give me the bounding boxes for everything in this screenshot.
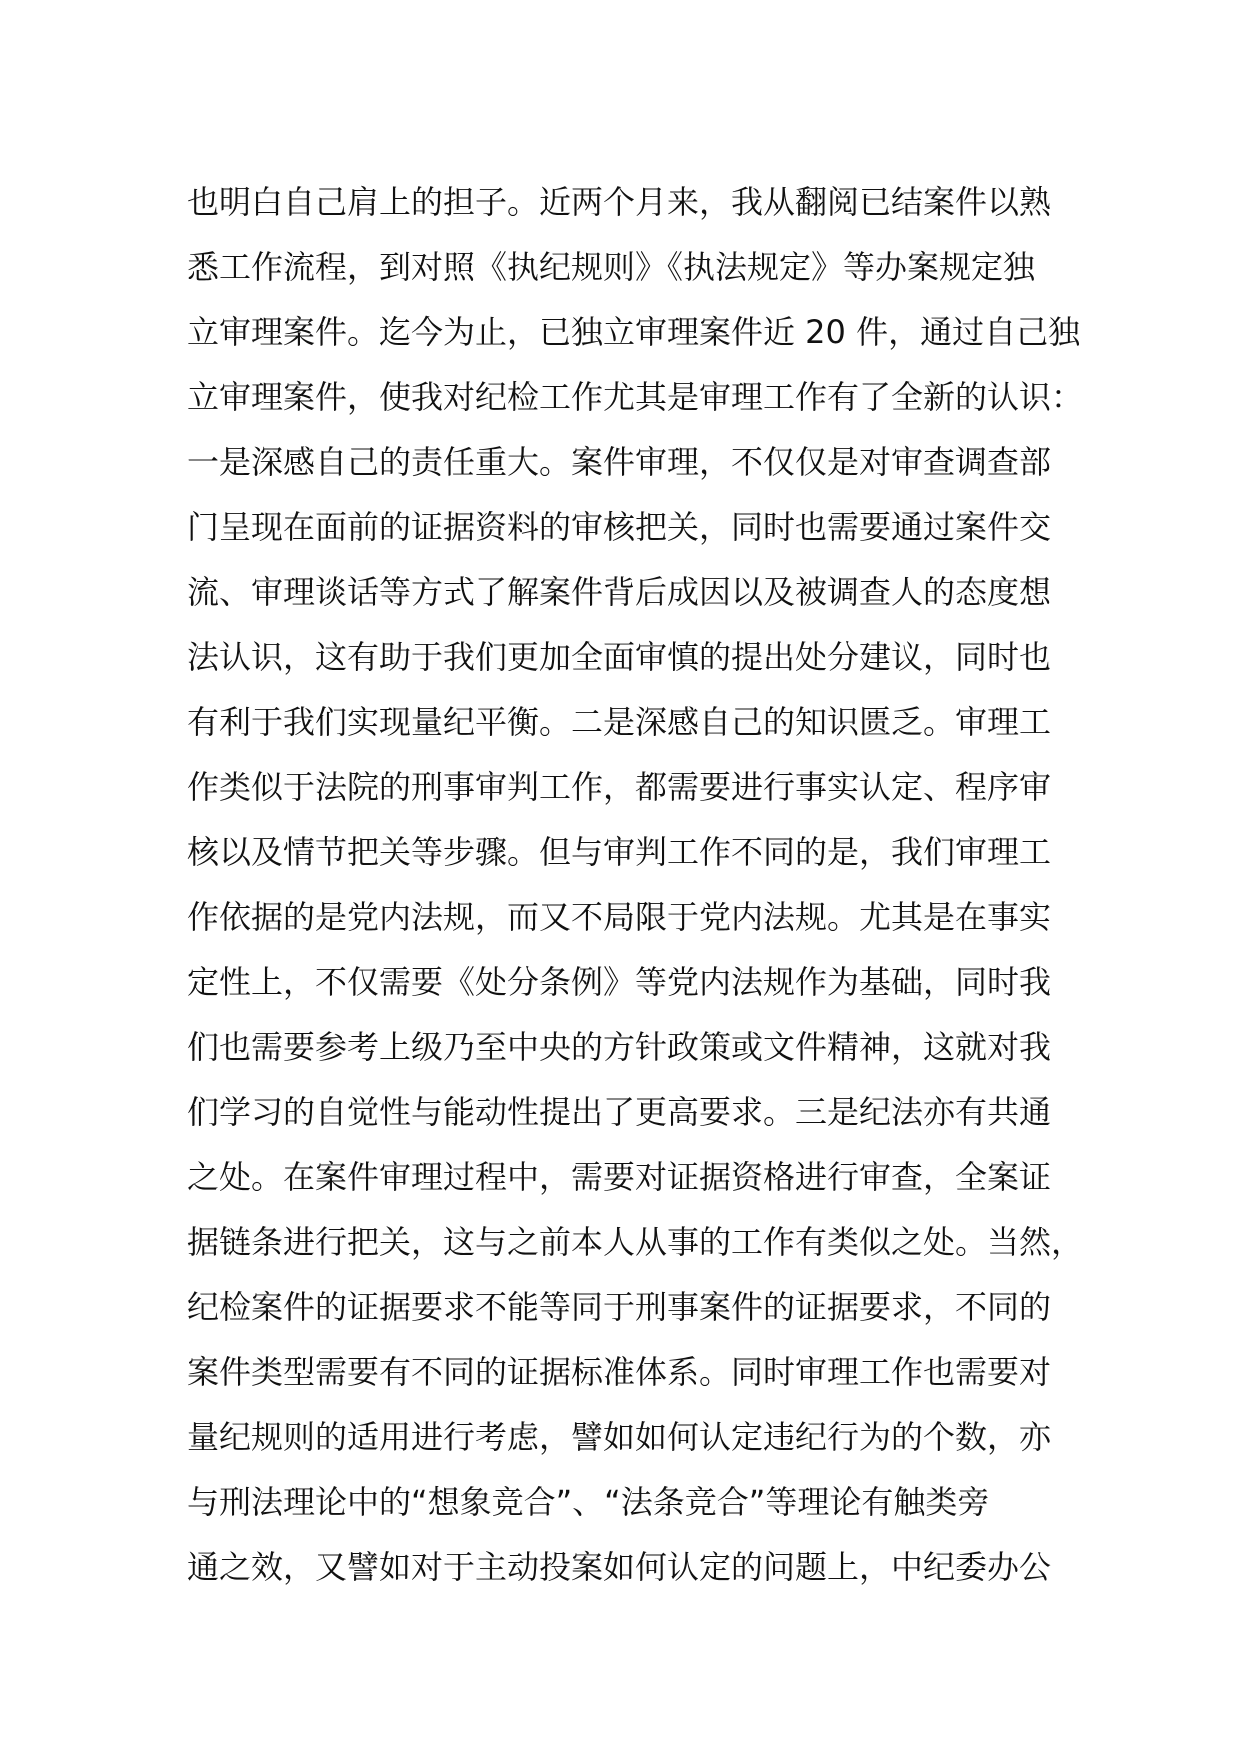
text-line: 悉工作流程，到对照《执纪规则》《执法规定》等办案规定独 bbox=[187, 248, 1036, 286]
text-line: 通之效，又譬如对于主动投案如何认定的问题上，中纪委办公 bbox=[187, 1548, 1052, 1586]
text-line: 流、审理谈话等方式了解案件背后成因以及被调查人的态度想 bbox=[187, 573, 1052, 611]
text-line: 作依据的是党内法规，而又不局限于党内法规。尤其是在事实 bbox=[187, 898, 1052, 936]
text-line: 门呈现在面前的证据资料的审核把关，同时也需要通过案件交 bbox=[187, 508, 1052, 546]
text-line: 作类似于法院的刑事审判工作，都需要进行事实认定、程序审 bbox=[187, 768, 1052, 806]
text-line: 据链条进行把关，这与之前本人从事的工作有类似之处。当然， bbox=[187, 1223, 1084, 1261]
text-line: 之处。在案件审理过程中，需要对证据资格进行审查，全案证 bbox=[187, 1158, 1052, 1196]
text-line: 定性上，不仅需要《处分条例》等党内法规作为基础，同时我 bbox=[187, 963, 1052, 1001]
text-line: 一是深感自己的责任重大。案件审理，不仅仅是对审查调查部 bbox=[187, 443, 1052, 481]
text-line: 与刑法理论中的“想象竞合”、“法条竞合”等理论有触类旁 bbox=[187, 1483, 990, 1521]
text-line: 们学习的自觉性与能动性提出了更高要求。三是纪法亦有共通 bbox=[187, 1093, 1052, 1131]
text-line: 案件类型需要有不同的证据标准体系。同时审理工作也需要对 bbox=[187, 1353, 1052, 1391]
text-line: 核以及情节把关等步骤。但与审判工作不同的是，我们审理工 bbox=[187, 833, 1052, 871]
text-line: 量纪规则的适用进行考虑，譬如如何认定违纪行为的个数，亦 bbox=[187, 1418, 1052, 1456]
text-line: 也明白自己肩上的担子。近两个月来，我从翻阅已结案件以熟 bbox=[187, 183, 1052, 221]
text-line: 们也需要参考上级乃至中央的方针政策或文件精神，这就对我 bbox=[187, 1028, 1052, 1066]
text-line: 立审理案件，使我对纪检工作尤其是审理工作有了全新的认识： bbox=[187, 378, 1084, 416]
body-text bbox=[187, 170, 1087, 1600]
text-line: 法认识，这有助于我们更加全面审慎的提出处分建议，同时也 bbox=[187, 638, 1052, 676]
text-line: 立审理案件。迄今为止，已独立审理案件近 20 件，通过自己独 bbox=[187, 313, 1081, 351]
text-line: 纪检案件的证据要求不能等同于刑事案件的证据要求，不同的 bbox=[187, 1288, 1052, 1326]
text-line: 有利于我们实现量纪平衡。二是深感自己的知识匮乏。审理工 bbox=[187, 703, 1052, 741]
